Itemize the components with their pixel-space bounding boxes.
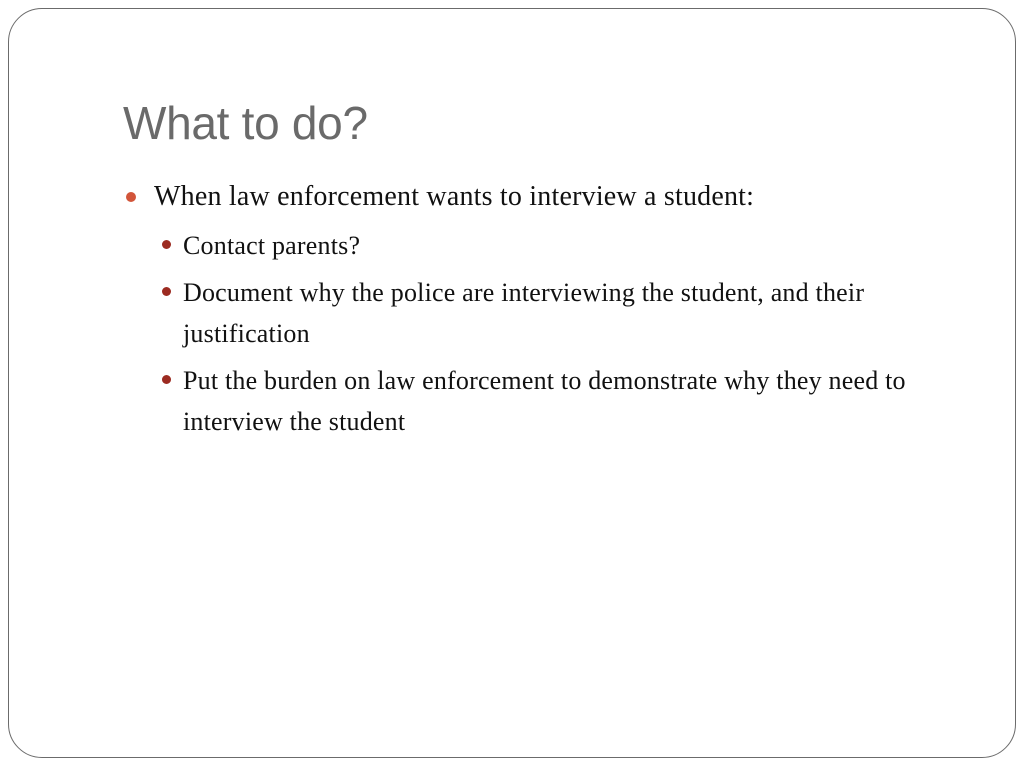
bullet-dot-icon: [126, 192, 136, 202]
sub-bullet-text: Put the burden on law enforcement to demonstrate why they need to interview the student: [183, 366, 906, 436]
sub-bullet-dot-icon: [162, 287, 171, 296]
sub-bullet-item: [183, 272, 953, 354]
bullet-item: [123, 175, 953, 219]
sub-bullet-item: [183, 360, 953, 442]
sub-bullet-dot-icon: [162, 240, 171, 249]
sub-bullet-list: [123, 225, 953, 442]
slide: [8, 8, 1016, 758]
sub-bullet-text: Document why the police are interviewing the student, and their justification: [183, 278, 865, 348]
slide-title: What to do?: [123, 97, 368, 149]
slide-body: [123, 175, 953, 448]
bullet-text: When law enforcement wants to interview a student:: [154, 181, 755, 212]
sub-bullet-text: Contact parents?: [183, 231, 361, 260]
sub-bullet-dot-icon: [162, 375, 171, 384]
sub-bullet-item: [183, 225, 953, 266]
